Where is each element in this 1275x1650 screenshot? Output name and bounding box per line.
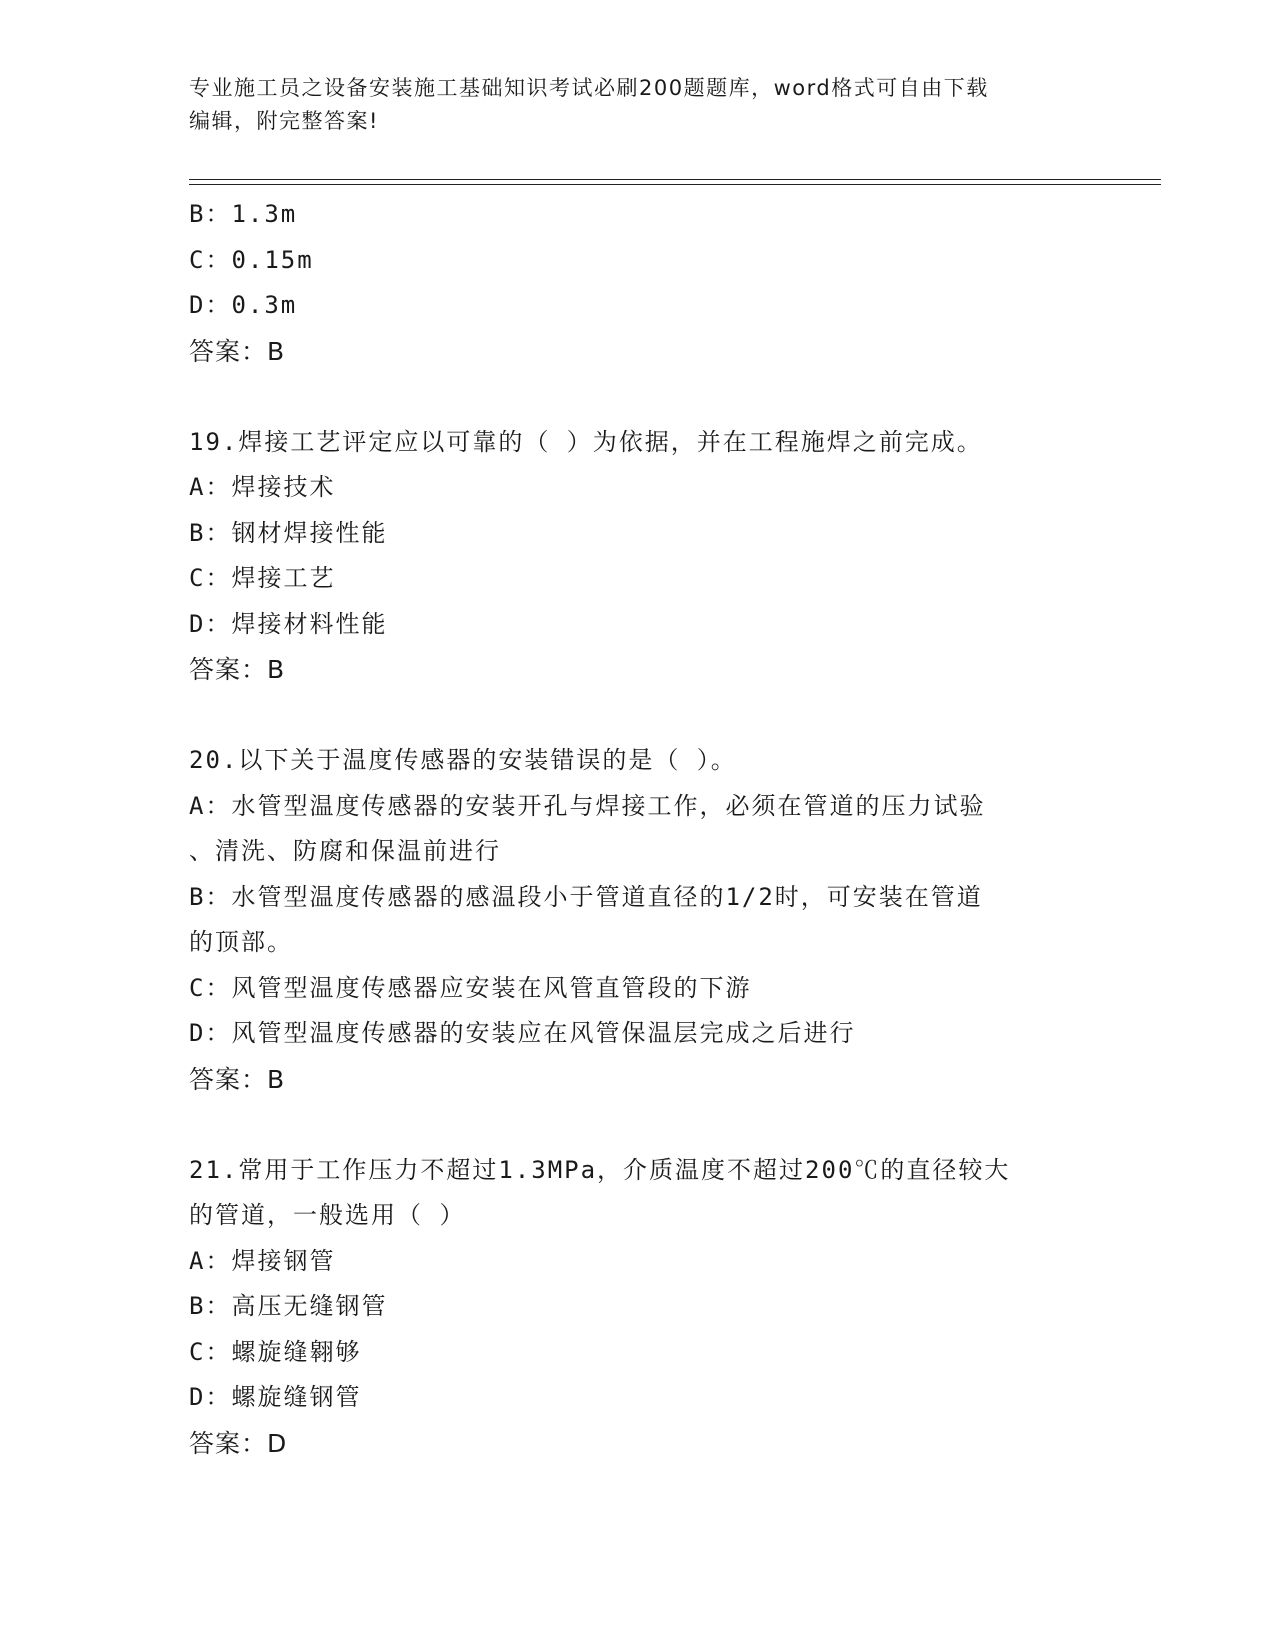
option-c: C：焊接工艺 bbox=[189, 564, 336, 592]
option-a-line-2: 、清洗、防腐和保温前进行 bbox=[189, 837, 501, 865]
option-a: A：焊接钢管 bbox=[189, 1246, 336, 1275]
question-content bbox=[189, 192, 1089, 1467]
option-b: B：高压无缝钢管 bbox=[189, 1292, 388, 1320]
spacer bbox=[189, 693, 1089, 738]
header-divider-bottom bbox=[189, 184, 1161, 185]
option-d: D：风管型温度传感器的安装应在风管保温层完成之后进行 bbox=[189, 1019, 856, 1047]
spacer bbox=[189, 375, 1089, 420]
option-c: C：风管型温度传感器应安装在风管直管段的下游 bbox=[189, 973, 752, 1002]
question-block-19 bbox=[189, 420, 1089, 694]
question-block-21 bbox=[189, 1148, 1089, 1467]
header-title-line-1: 专业施工员之设备安装施工基础知识考试必刷200题题库，word格式可自由下载 bbox=[189, 76, 989, 100]
document-header bbox=[189, 72, 1069, 138]
answer-line: 答案：B bbox=[189, 655, 286, 684]
answer-line: 答案：B bbox=[189, 336, 286, 366]
option-b: B：1.3m bbox=[189, 200, 298, 228]
option-c: C：0.15m bbox=[189, 245, 314, 274]
question-block-18 bbox=[189, 192, 1089, 375]
answer-line: 答案：D bbox=[189, 1428, 288, 1458]
option-d: D：焊接材料性能 bbox=[189, 609, 388, 638]
question-stem: 19.焊接工艺评定应以可靠的（ ）为依据，并在工程施焊之前完成。 bbox=[189, 427, 983, 456]
question-stem-line-2: 的管道，一般选用（ ） bbox=[189, 1201, 466, 1229]
question-stem: 20.以下关于温度传感器的安装错误的是（ ）。 bbox=[189, 746, 737, 774]
option-b: B：钢材焊接性能 bbox=[189, 518, 388, 547]
option-d: D：螺旋缝钢管 bbox=[189, 1383, 362, 1411]
option-d: D：0.3m bbox=[189, 291, 298, 319]
option-b-line-1: B：水管型温度传感器的感温段小于管道直径的1/2时，可安装在管道 bbox=[189, 882, 983, 911]
answer-line: 答案：B bbox=[189, 1064, 286, 1094]
spacer bbox=[189, 1103, 1089, 1148]
option-a: A：焊接技术 bbox=[189, 473, 336, 501]
option-b-line-2: 的顶部。 bbox=[189, 928, 293, 956]
option-a-line-1: A：水管型温度传感器的安装开孔与焊接工作，必须在管道的压力试验 bbox=[189, 791, 986, 820]
question-block-20 bbox=[189, 738, 1089, 1103]
question-stem-line-1: 21.常用于工作压力不超过1.3MPa，介质温度不超过200℃的直径较大 bbox=[189, 1155, 1011, 1184]
header-title-line-2: 编辑，附完整答案! bbox=[189, 109, 379, 133]
option-c: C：螺旋缝翱够 bbox=[189, 1337, 362, 1366]
header-divider-top bbox=[189, 179, 1161, 180]
